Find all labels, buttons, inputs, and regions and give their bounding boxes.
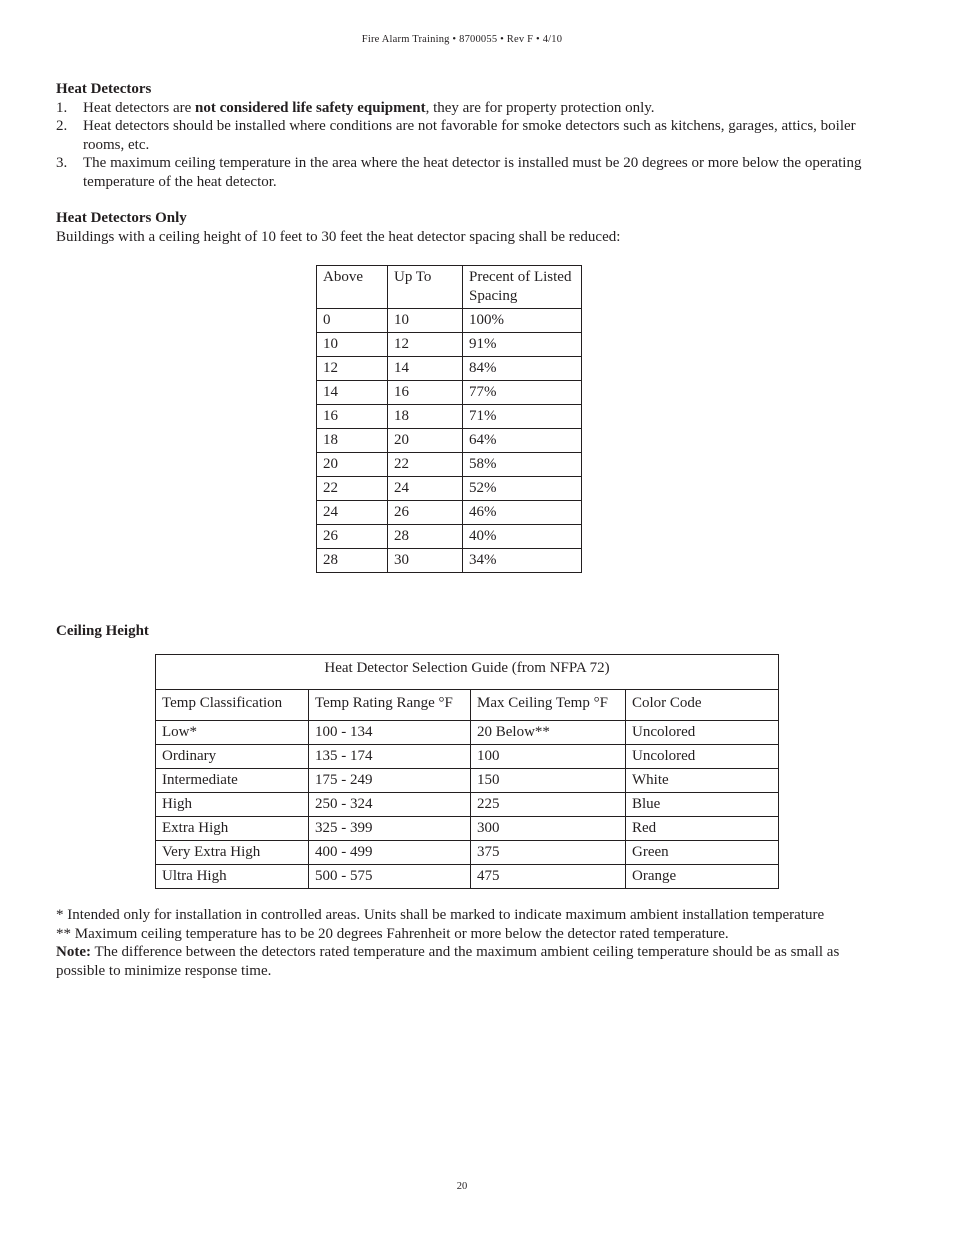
list-text-bold: not considered life safety equipment (195, 99, 426, 116)
running-header: Fire Alarm Training • 8700055 • Rev F • 4/10 (361, 34, 563, 45)
table-row (317, 453, 582, 477)
list-text: The maximum ceiling temperature in the area where the heat detector is installed must be 20 degrees or more below the operating temperature of the heat detector. (83, 155, 862, 190)
table-cell: High (156, 793, 309, 817)
table-cell: Orange (626, 865, 779, 889)
table-row (156, 817, 779, 841)
table-header-row (317, 266, 582, 309)
table-cell: 71% (463, 405, 582, 429)
page-number: 20 (456, 1181, 468, 1192)
table-row (317, 405, 582, 429)
table-cell: 52% (463, 477, 582, 501)
table-cell: 24 (317, 501, 388, 525)
list-text: Heat detectors should be installed where conditions are not favorable for smoke detectors such as kitchens, garages, attics, boiler rooms, etc. (83, 118, 856, 153)
heat-detectors-only-heading: Heat Detectors Only (56, 210, 187, 226)
table-cell: 26 (388, 501, 463, 525)
header-cell: Color Code (626, 690, 779, 721)
table-cell: 0 (317, 309, 388, 333)
table-cell: 77% (463, 381, 582, 405)
list-text: Heat detectors are (83, 99, 196, 116)
table-row (317, 333, 582, 357)
selection-guide-table (155, 654, 779, 889)
table-cell: 300 (471, 817, 626, 841)
table-cell: Ordinary (156, 745, 309, 769)
table-cell: 20 Below** (471, 721, 626, 745)
table-cell: 10 (388, 309, 463, 333)
list-number: 2. (56, 118, 68, 134)
table-cell: Intermediate (156, 769, 309, 793)
list-number: 3. (56, 155, 68, 171)
spacing-table (316, 265, 582, 573)
table-cell: 20 (317, 453, 388, 477)
table-cell: 100 - 134 (309, 721, 471, 745)
table-cell: 150 (471, 769, 626, 793)
table-row (317, 549, 582, 573)
table-cell: 26 (317, 525, 388, 549)
table-cell: Low* (156, 721, 309, 745)
footnote-asterisk: * Intended only for installation in controlled areas. Units shall be marked to indicate maximum ambient installation temperature (56, 907, 825, 923)
table-row (317, 381, 582, 405)
header-cell: Above (317, 266, 388, 309)
table-cell: 475 (471, 865, 626, 889)
table-cell: 10 (317, 333, 388, 357)
table-caption-row (156, 655, 779, 690)
table-cell: 84% (463, 357, 582, 381)
list-number: 1. (56, 99, 68, 116)
table-cell: 18 (388, 405, 463, 429)
table-row (317, 477, 582, 501)
table-cell: 325 - 399 (309, 817, 471, 841)
table-cell: 22 (317, 477, 388, 501)
table-cell: Extra High (156, 817, 309, 841)
table-cell: 58% (463, 453, 582, 477)
table-cell: Blue (626, 793, 779, 817)
table-cell: 14 (388, 357, 463, 381)
table-cell: Uncolored (626, 745, 779, 769)
table-row (156, 745, 779, 769)
table-row (317, 429, 582, 453)
footnote-double-asterisk: ** Maximum ceiling temperature has to be 20 degrees Fahrenheit or more below the detector rated temperature. (56, 925, 729, 942)
table-row (317, 525, 582, 549)
heat-detectors-heading: Heat Detectors (56, 81, 152, 97)
header-cell: Up To (388, 266, 463, 309)
table-cell: 91% (463, 333, 582, 357)
list-item (56, 99, 876, 118)
table-cell: 46% (463, 501, 582, 525)
table-cell: 14 (317, 381, 388, 405)
table-cell: 22 (388, 453, 463, 477)
table-row (156, 841, 779, 865)
list-text: , they are for property protection only. (425, 99, 655, 116)
table-cell: Very Extra High (156, 841, 309, 865)
table-cell: 375 (471, 841, 626, 865)
table-cell: 400 - 499 (309, 841, 471, 865)
table-cell: 28 (388, 525, 463, 549)
table-cell: 500 - 575 (309, 865, 471, 889)
table-cell: 100 (471, 745, 626, 769)
note-paragraph (56, 943, 876, 980)
table-cell: 250 - 324 (309, 793, 471, 817)
table-row (156, 769, 779, 793)
table-cell: 34% (463, 549, 582, 573)
table-row (156, 865, 779, 889)
table-cell: 28 (317, 549, 388, 573)
table-cell: 40% (463, 525, 582, 549)
header-cell: Precent of Listed Spacing (463, 266, 582, 309)
table-cell: Uncolored (626, 721, 779, 745)
ceiling-height-heading: Ceiling Height (56, 623, 149, 639)
table-cell: 20 (388, 429, 463, 453)
table-row (317, 501, 582, 525)
table-caption: Heat Detector Selection Guide (from NFPA 72) (156, 655, 779, 690)
list-item (56, 154, 876, 191)
table-cell: 175 - 249 (309, 769, 471, 793)
table-cell: 16 (317, 405, 388, 429)
table-row (156, 793, 779, 817)
table-cell: 12 (317, 357, 388, 381)
table-cell: Green (626, 841, 779, 865)
note-text: The difference between the detectors rated temperature and the maximum ambient ceiling temperature should be as small as possible to minimize response time. (56, 944, 840, 979)
footnotes (56, 906, 876, 980)
table-cell: 12 (388, 333, 463, 357)
table-cell: 30 (388, 549, 463, 573)
header-cell: Max Ceiling Temp °F (471, 690, 626, 721)
heat-detectors-list (56, 99, 876, 192)
main-content (56, 80, 876, 246)
table-row (156, 721, 779, 745)
table-cell: 24 (388, 477, 463, 501)
header-cell: Temp Rating Range °F (309, 690, 471, 721)
table-cell: White (626, 769, 779, 793)
table-cell: Red (626, 817, 779, 841)
table-cell: 18 (317, 429, 388, 453)
table-cell: 225 (471, 793, 626, 817)
spacing-intro: Buildings with a ceiling height of 10 feet to 30 feet the heat detector spacing shall be reduced: (56, 228, 621, 245)
header-cell: Temp Classification (156, 690, 309, 721)
table-cell: 100% (463, 309, 582, 333)
table-cell: 64% (463, 429, 582, 453)
table-header-row (156, 690, 779, 721)
table-row (317, 309, 582, 333)
table-cell: 16 (388, 381, 463, 405)
note-label: Note: (56, 944, 91, 960)
table-row (317, 357, 582, 381)
list-item (56, 117, 876, 154)
table-cell: 135 - 174 (309, 745, 471, 769)
table-cell: Ultra High (156, 865, 309, 889)
